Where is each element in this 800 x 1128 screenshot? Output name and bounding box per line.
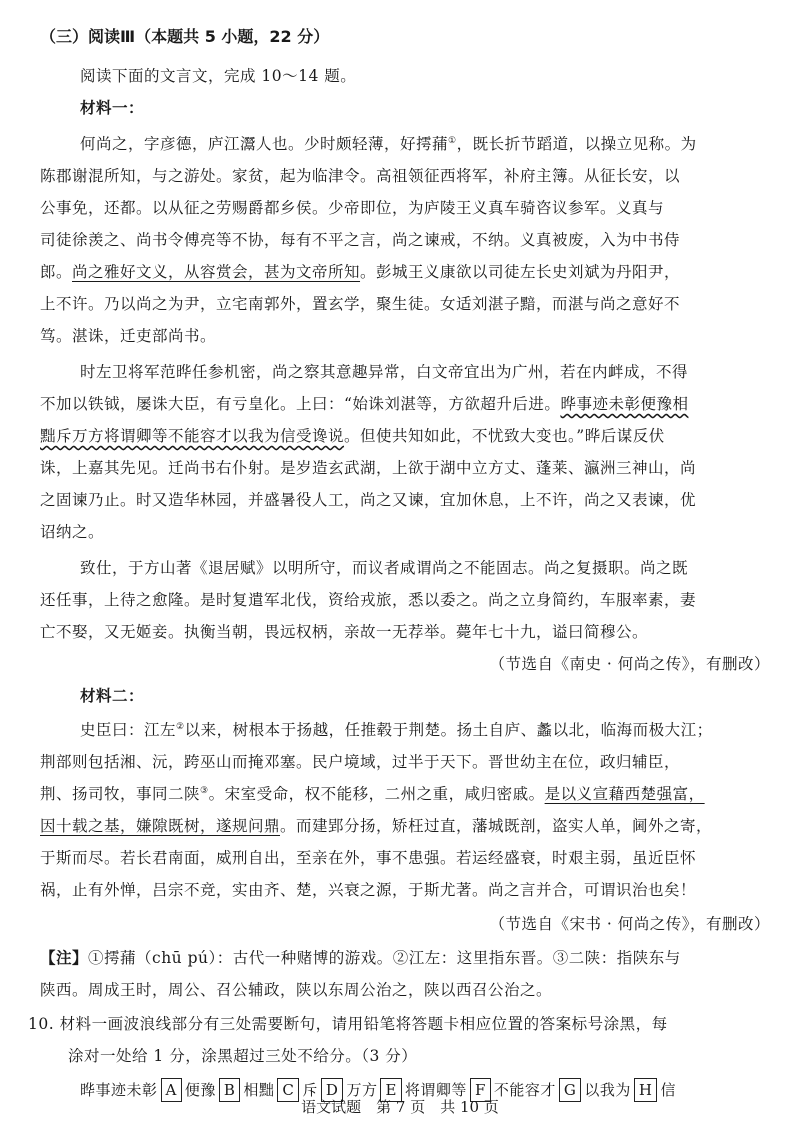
m1-line: 还任事，上待之愈隆。是时复遣军北伐，资给戎旅，悉以委之。尚之立身简约，车服率素，妻: [40, 591, 697, 609]
option-box-b[interactable]: B: [219, 1078, 241, 1102]
m1-line: 上不许。乃以尚之为尹，立宅南郭外，置玄学，聚生徒。女适刘湛子黯，而湛与尚之意好不: [40, 295, 681, 313]
question-options: 晔事迹未彰 A 便豫 B 相黜 C 斥 D 万方 E 将谓卿等 F 不能容才 G 以我为 H 信: [80, 1078, 676, 1102]
m1-line: 时左卫将军范晔任参机密，尚之察其意趣异常，白文帝宜出为广州，若在内衅成，不得: [80, 363, 689, 381]
m1-line: 黜斥万方将谓卿等不能容才以我为信受谗说。但使共知如此，不忧致大变也。”晔后谋反伏: [40, 427, 665, 445]
m1-line: 何尚之，字彦德，庐江灊人也。少时颇轻薄，好摴蒱①，既长折节蹈道，以操立见称。为: [80, 135, 697, 153]
m1-line: 司徒徐羡之、尚书令傅亮等不协，每有不平之言，尚之谏戒，不纳。义真被废，入为中书侍: [40, 231, 681, 249]
m2-line: 荆、扬司牧，事同二陕③。宋室受命，权不能移，二州之重，咸归密戚。是以义宣藉西楚强富，: [40, 785, 705, 803]
m2-line: 因十载之基，嫌隙既树，遂规问鼎。而建郢分扬，矫枉过直，藩城既剖，盗实人单，阃外之寄，: [40, 817, 713, 835]
m1-line: 诏纳之。: [40, 523, 105, 541]
page-footer: 语文试题 第 7 页 共 10 页: [301, 1098, 499, 1116]
underlined-sentence: 是以义宣藉西楚强富，: [544, 785, 705, 803]
material2-label: 材料二：: [80, 687, 145, 705]
option-box-e[interactable]: E: [380, 1078, 401, 1102]
m1-line: 诛，上嘉其先见。迁尚书右仆射。是岁造玄武湖，上欲于湖中立方丈、蓬莱、瀛洲三神山，尚: [40, 459, 697, 477]
note-line: 【注】①摴蒱（chū pú）：古代一种赌博的游戏。②江左：这里指东晋。③二陕：指陕东与: [40, 949, 681, 967]
option-box-a[interactable]: A: [161, 1078, 182, 1102]
m2-line: 史臣曰：江左②以来，树根本于扬越，任推毂于荆楚。扬土自庐、蠡以北，临海而极大江；: [80, 721, 713, 739]
m1-line: 亡不娶，又无姬妾。执衡当朝，畏远权柄，亲故一无荐举。薨年七十九，谥曰简穆公。: [40, 623, 649, 641]
m1-line: 陈郡谢混所知，与之游处。家贫，起为临津令。高祖领征西将军，补府主簿。从征长安，以: [40, 167, 681, 185]
m1-line: 笃。湛诛，迁吏部尚书。: [40, 327, 217, 345]
m2-line: 于斯而尽。若长君南面，威刑自出，至亲在外，事不患强。若运经盛衰，时艰主弱，虽近臣怀: [40, 849, 697, 867]
section-title: （三）阅读Ⅲ（本题共 5 小题，22 分）: [40, 27, 330, 46]
option-box-h[interactable]: H: [634, 1078, 658, 1102]
m1-source: （节选自《南史 · 何尚之传》，有删改）: [489, 655, 770, 673]
option-box-f[interactable]: F: [470, 1078, 491, 1102]
underlined-sentence: 因十载之基，嫌隙既树，遂规问鼎: [40, 817, 281, 835]
m2-line: 祸，止有外惮，吕宗不竞，实由齐、楚，兴衰之源，于斯尤著。尚之言并合，可谓识治也矣！: [40, 881, 697, 899]
m1-line: 致仕，于方山著《退居赋》以明所守，而议者咸谓尚之不能固志。尚之复摄职。尚之既: [80, 559, 689, 577]
note-line: 陕西。周成王时，周公、召公辅政，陕以东周公治之，陕以西召公治之。: [40, 981, 553, 999]
question-line: 涂对一处给 1 分，涂黑超过三处不给分。（3 分）: [68, 1047, 418, 1065]
intro-text: 阅读下面的文言文，完成 10～14 题。: [80, 67, 357, 85]
m2-line: 荆部则包括湘、沅，跨巫山而掩邓塞。民户境域，过半于天下。晋世幼主在位，政归辅臣，: [40, 753, 681, 771]
wavy-sentence: 晔事迹未彰便豫相: [560, 395, 689, 413]
m1-line: 公事免，还都。以从征之劳赐爵都乡侯。少帝即位，为庐陵王义真车骑咨议参军。义真与: [40, 199, 665, 217]
underlined-sentence: 尚之雅好文义，从容赏会，甚为文帝所知: [72, 263, 361, 281]
m2-source: （节选自《宋书 · 何尚之传》，有删改）: [489, 915, 770, 933]
wavy-sentence: 黜斥万方将谓卿等不能容才以我为信受谗说: [40, 427, 345, 445]
option-box-d[interactable]: D: [321, 1078, 344, 1102]
m1-line: 之固谏乃止。时又造华林园，并盛暑役人工，尚之又谏，宜加休息，上不许，尚之又表谏，优: [40, 491, 697, 509]
option-box-g[interactable]: G: [559, 1078, 581, 1102]
question-line: 10. 材料一画波浪线部分有三处需要断句，请用铅笔将答题卡相应位置的答案标号涂黑，每: [28, 1015, 668, 1033]
m1-line: 不加以铁钺，屡诛大臣，有亏皇化。上曰：“始诛刘湛等，方欲超升后进。晔事迹未彰便豫相: [40, 395, 689, 413]
material1-label: 材料一：: [80, 99, 145, 117]
m1-line: 郎。尚之雅好文义，从容赏会，甚为文帝所知。彭城王义康欲以司徒左长史刘斌为丹阳尹，: [40, 263, 681, 281]
option-box-c[interactable]: C: [277, 1078, 299, 1102]
